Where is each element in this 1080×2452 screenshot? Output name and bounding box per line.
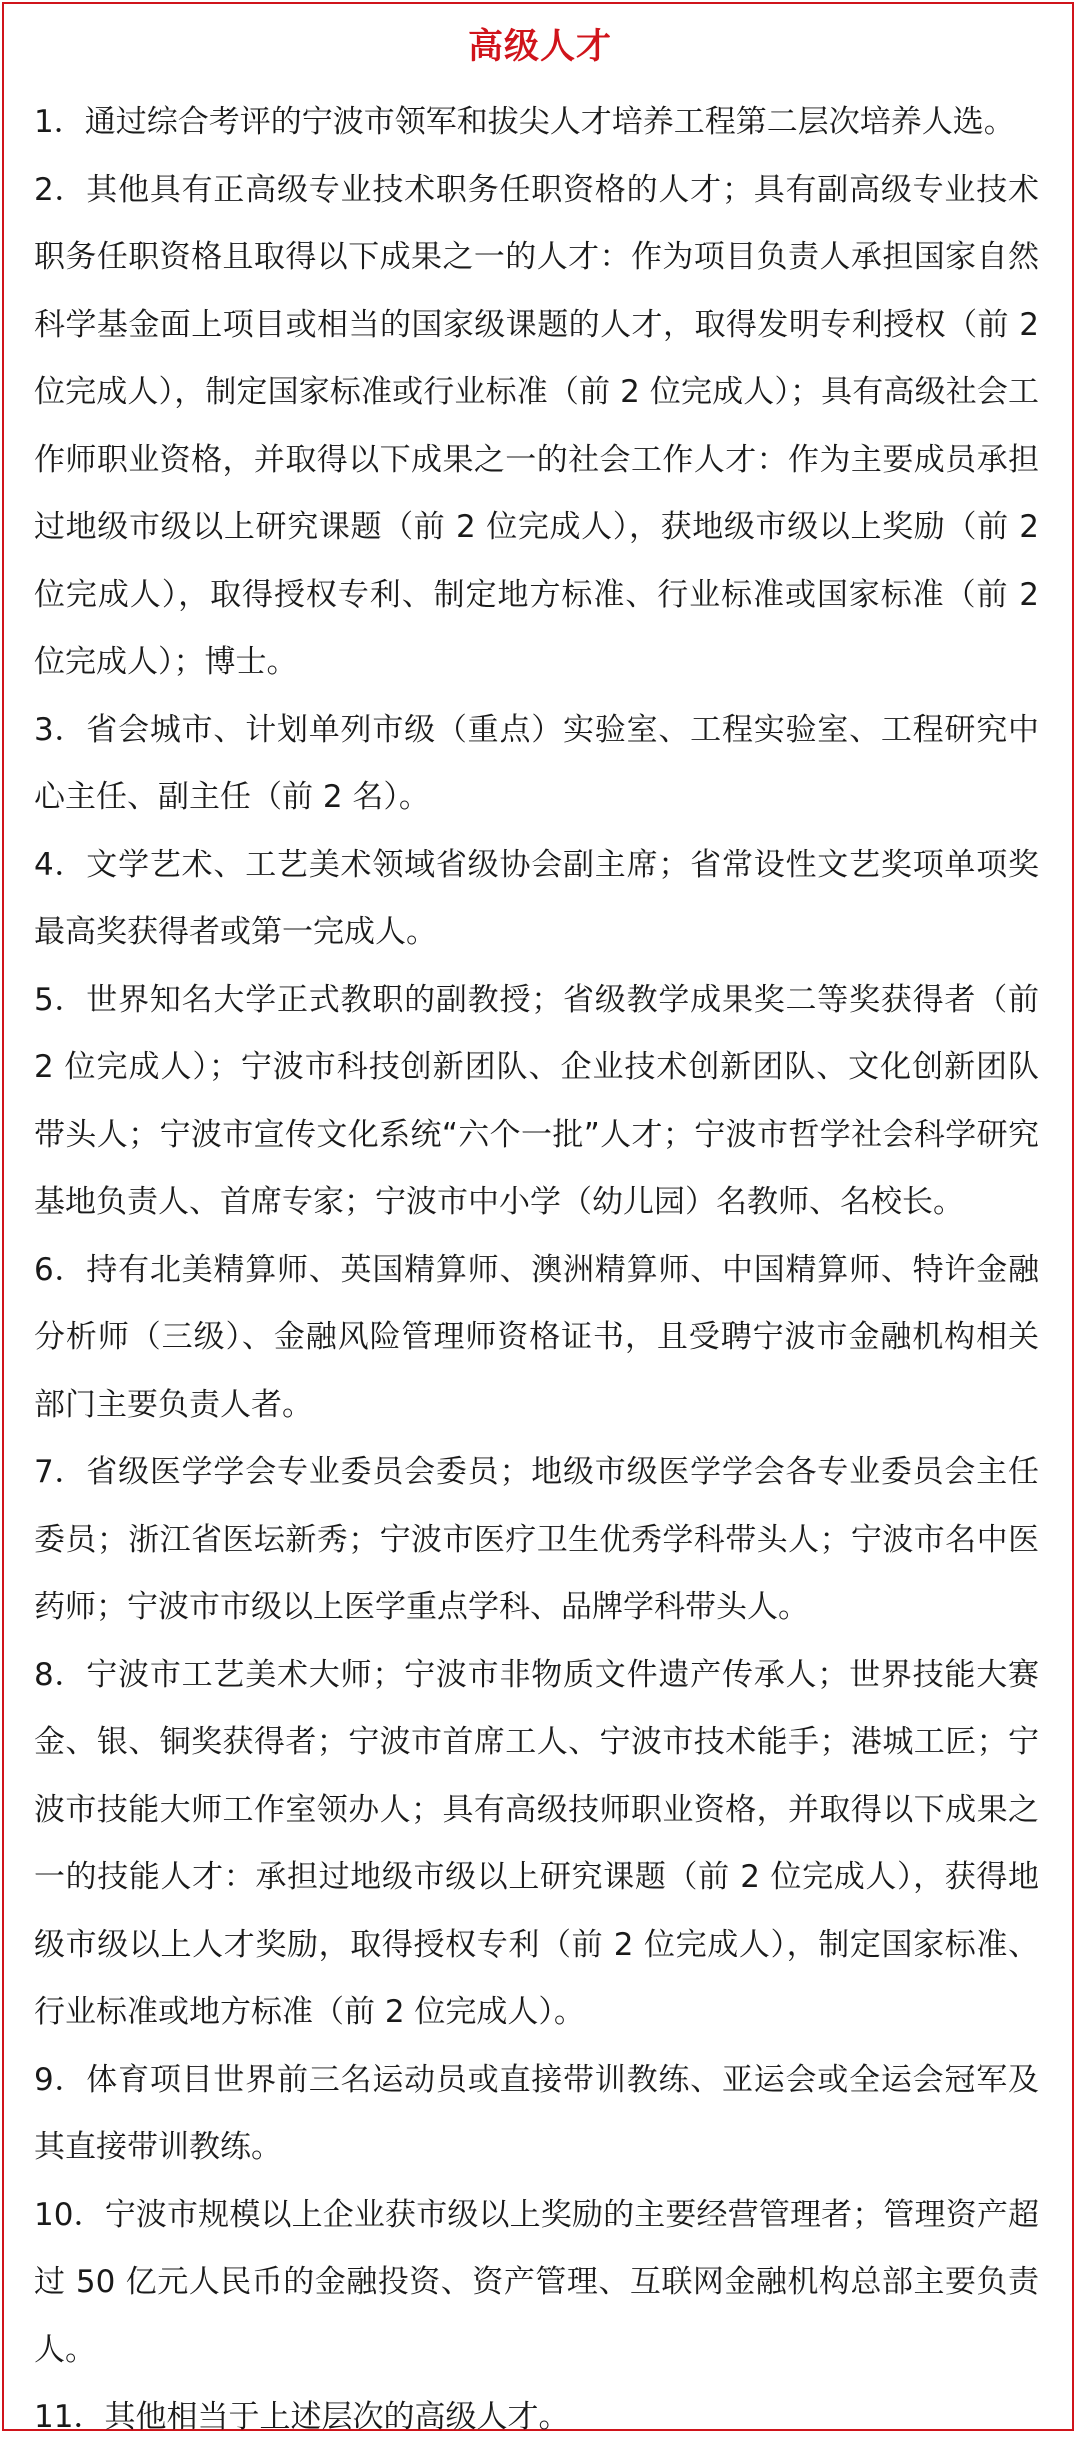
item-list (34, 89, 1039, 2452)
list-item-8: 8．宁波市工艺美术大师；宁波市非物质文件遗产传承人；世界技能大赛金、银、铜奖获得者；宁波市首席工人、宁波市技术能手；港城工匠；宁波市技能大师工作室领办人；具有高级技师职业资格，并取得以下成果之一的技能人才：承担过地级市级以上研究课题（前 2 位完成人），获得地级市级以上人才奖励，取得授权专利（前 2 位完成人），制定国家标准、行业标准或地方标准（前 2 位完成人）。 (34, 1656, 1039, 2030)
list-item-1: 1．通过综合考评的宁波市领军和拔尖人才培养工程第二层次培养人选。 (34, 104, 1015, 140)
list-item-5: 5．世界知名大学正式教职的副教授；省级教学成果奖二等奖获得者（前 2 位完成人）；宁波市科技创新团队、企业技术创新团队、文化创新团队带头人；宁波市宣传文化系统“六个一批”人才；宁波市哲学社会科学研究基地负责人、首席专家；宁波市中小学（幼儿园）名教师、名校长。 (34, 981, 1039, 1220)
list-item-6: 6．持有北美精算师、英国精算师、澳洲精算师、中国精算师、特许金融分析师（三级）、金融风险管理师资格证书，且受聘宁波市金融机构相关部门主要负责人者。 (34, 1251, 1039, 1423)
document-title: 高级人才 (467, 27, 612, 67)
list-item-7: 7．省级医学学会专业委员会委员；地级市级医学学会各专业委员会主任委员；浙江省医坛新秀；宁波市医疗卫生优秀学科带头人；宁波市名中医药师；宁波市市级以上医学重点学科、品牌学科带头人。 (34, 1454, 1039, 1625)
list-item-9: 9．体育项目世界前三名运动员或直接带训教练、亚运会或全运会冠军及其直接带训教练。 (34, 2061, 1039, 2165)
list-item-10: 10．宁波市规模以上企业获市级以上奖励的主要经营管理者；管理资产超过 50 亿元人民币的金融投资、资产管理、互联网金融机构总部主要负责人。 (34, 2196, 1039, 2368)
list-item-11: 11．其他相当于上述层次的高级人才。 (34, 2399, 570, 2435)
list-item-2: 2．其他具有正高级专业技术职务任职资格的人才；具有副高级专业技术职务任职资格且取得以下成果之一的人才：作为项目负责人承担国家自然科学基金面上项目或相当的国家级课题的人才，取得发明专利授权（前 2 位完成人），制定国家标准或行业标准（前 2 位完成人）；具有高级社会工作师职业资格，并取得以下成果之一的社会工作人才：作为主要成员承担过地级市级以上研究课题（前 2 位完成人），获地级市级以上奖励（前 2 位完成人），取得授权专利、制定地方标准、行业标准或国家标准（前 2 位完成人）；博士。 (34, 171, 1039, 680)
list-item-4: 4．文学艺术、工艺美术领域省级协会副主席；省常设性文艺奖项单项奖最高奖获得者或第一完成人。 (34, 846, 1039, 950)
list-item-3: 3．省会城市、计划单列市级（重点）实验室、工程实验室、工程研究中心主任、副主任（前 2 名）。 (34, 711, 1039, 815)
